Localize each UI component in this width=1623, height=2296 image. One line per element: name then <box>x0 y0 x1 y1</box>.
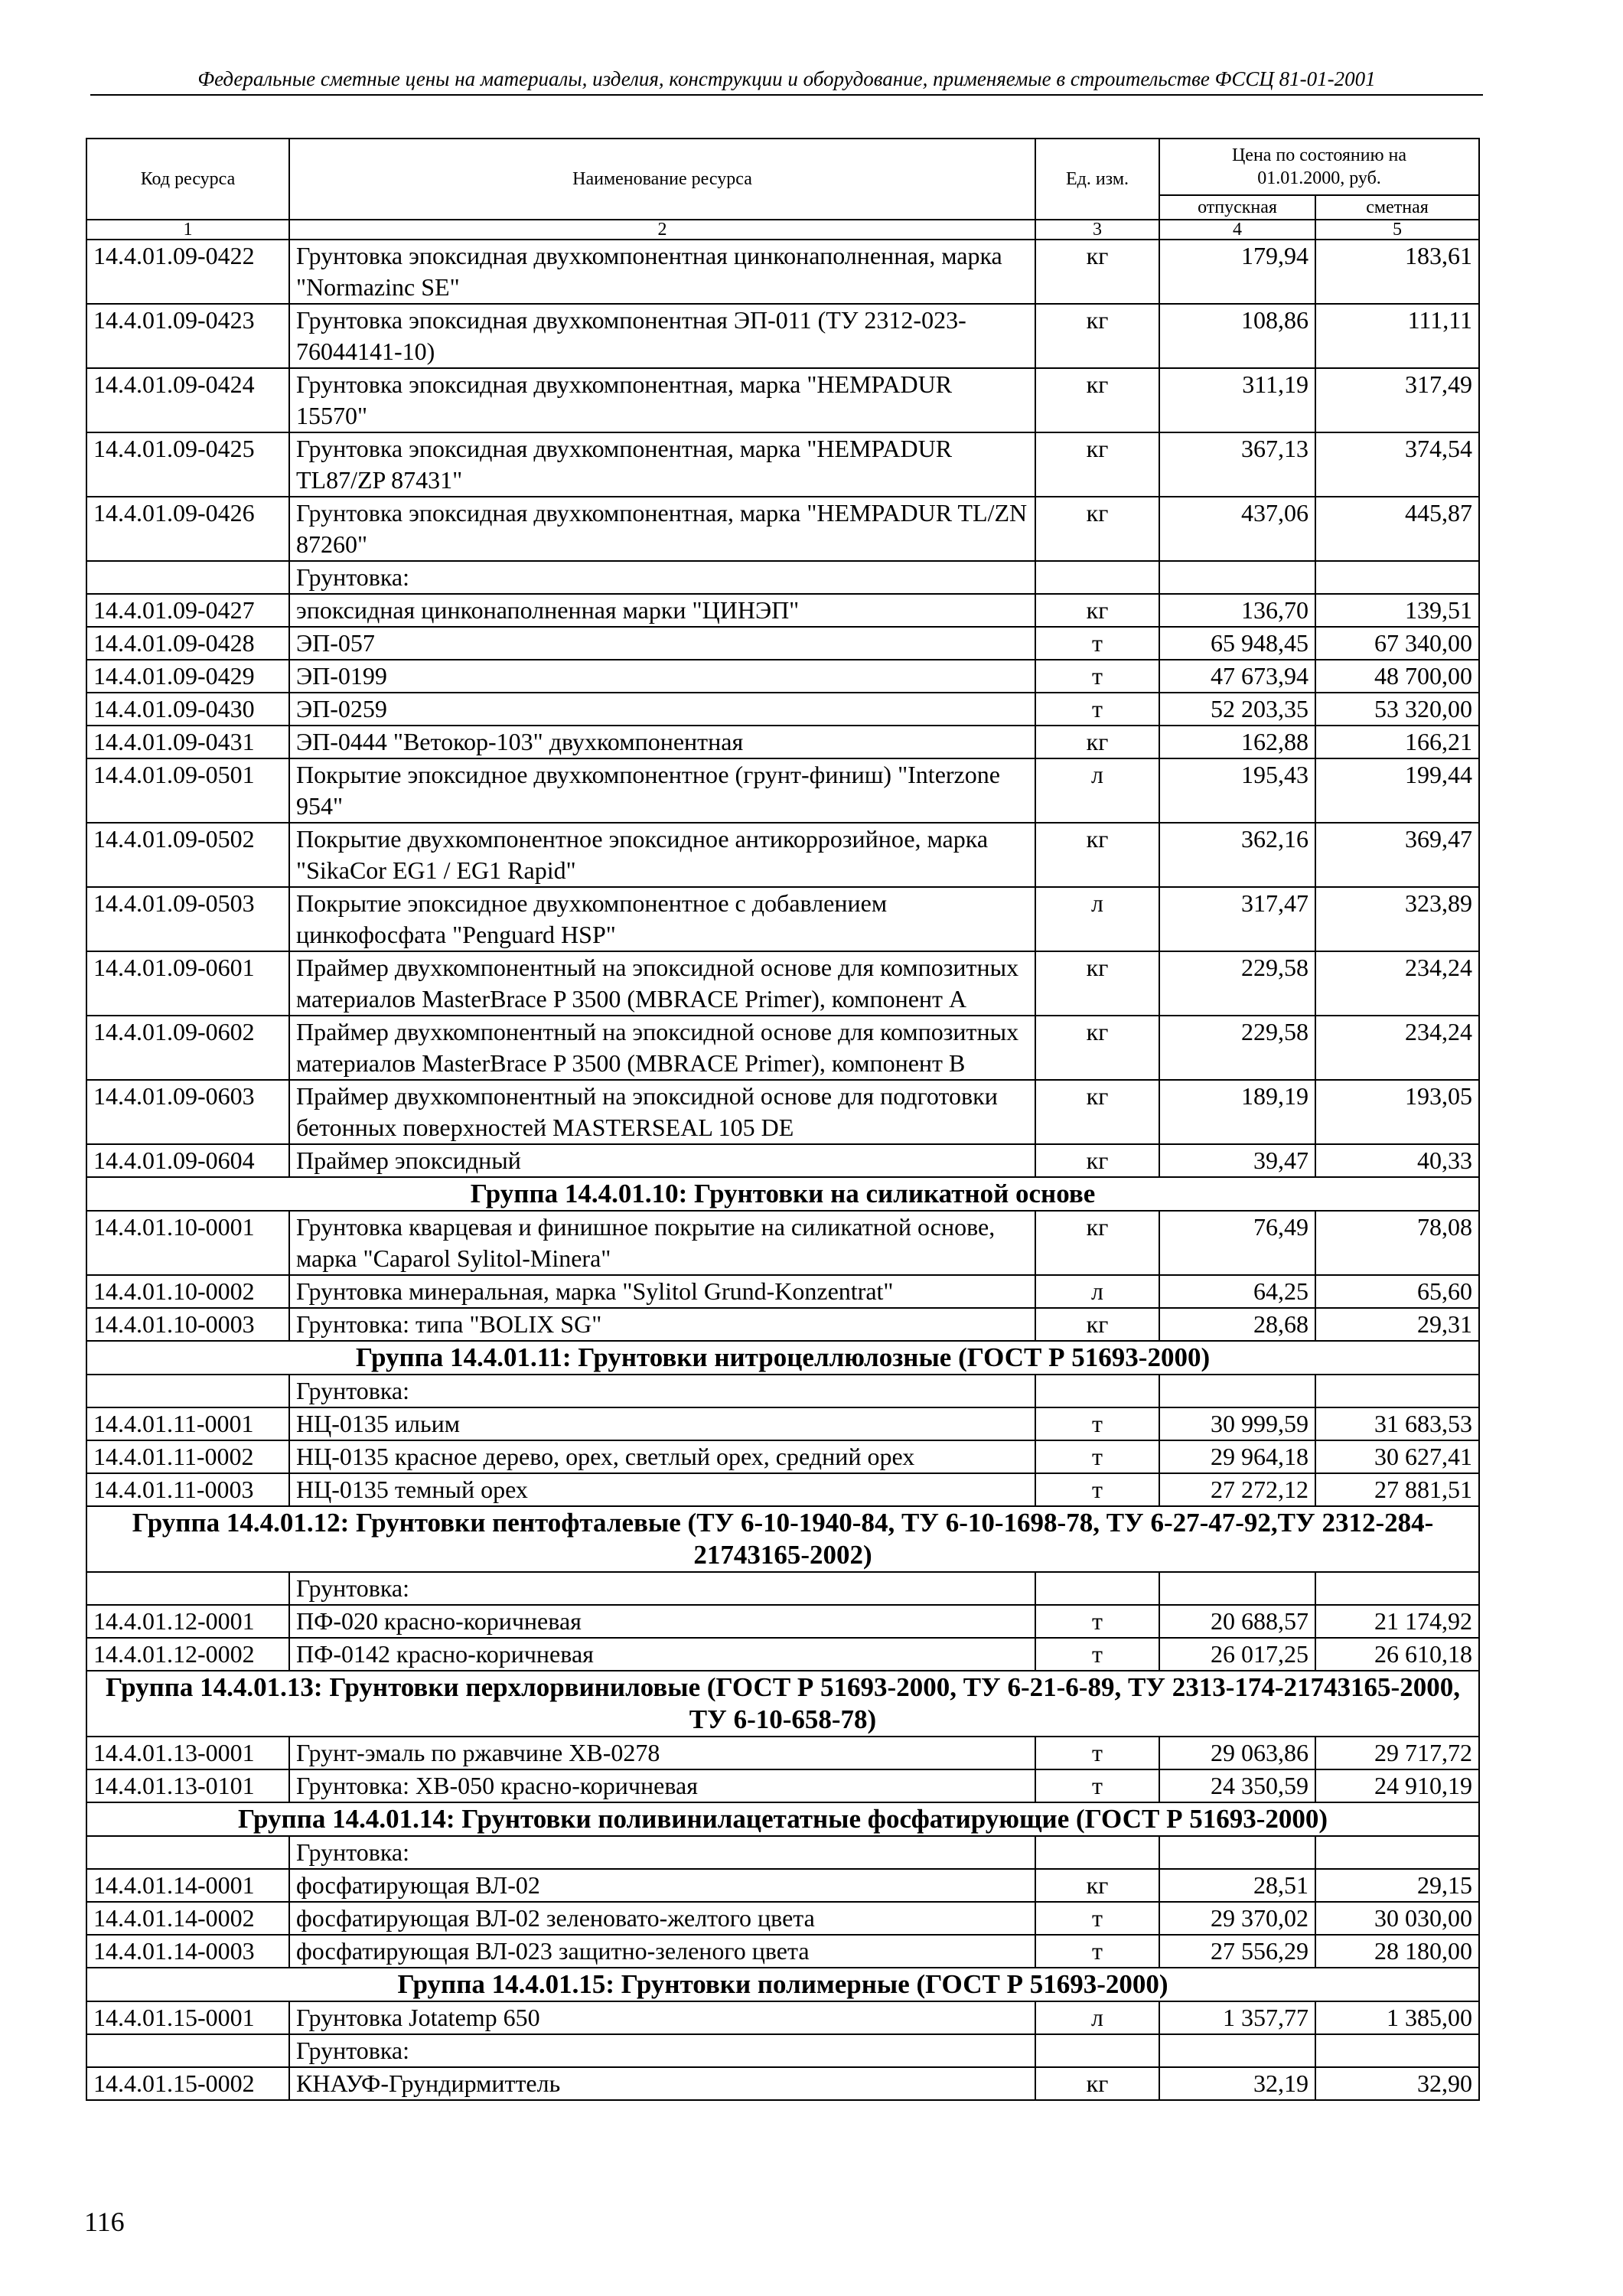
table-row <box>86 660 1479 693</box>
subheading-label: Грунтовка: <box>289 1375 1035 1407</box>
release-price: 29 370,02 <box>1159 1902 1315 1935</box>
table-row <box>86 2001 1479 2034</box>
table-row <box>86 497 1479 561</box>
release-price: 229,58 <box>1159 1016 1315 1080</box>
unit-of-measure: т <box>1035 627 1159 660</box>
unit-of-measure: кг <box>1035 1144 1159 1177</box>
group-row <box>86 1968 1479 2001</box>
release-price: 39,47 <box>1159 1144 1315 1177</box>
release-price-cell <box>1159 561 1315 594</box>
unit-of-measure: кг <box>1035 2067 1159 2100</box>
release-price: 29 063,86 <box>1159 1737 1315 1769</box>
resource-name: Грунтовка минеральная, марка "Sylitol Grund-Konzentrat" <box>289 1275 1035 1308</box>
col-header-price: Цена по состоянию на 01.01.2000, руб. <box>1159 139 1479 195</box>
resource-name: Грунтовка эпоксидная двухкомпонентная цинконаполненная, марка "Normazinc SE" <box>289 240 1035 304</box>
release-price: 195,43 <box>1159 758 1315 823</box>
resource-code: 14.4.01.14-0001 <box>86 1869 289 1902</box>
resource-code: 14.4.01.09-0502 <box>86 823 289 887</box>
table-row <box>86 1902 1479 1935</box>
resource-code: 14.4.01.09-0601 <box>86 951 289 1016</box>
estimate-price-cell <box>1315 1836 1479 1869</box>
release-price-cell <box>1159 2034 1315 2067</box>
release-price: 20 688,57 <box>1159 1605 1315 1638</box>
resource-code: 14.4.01.11-0003 <box>86 1473 289 1506</box>
col-header-name: Наименование ресурса <box>289 139 1035 220</box>
subheading-row <box>86 561 1479 594</box>
group-title: Группа 14.4.01.13: Грунтовки перхлорвиниловые (ГОСТ Р 51693-2000, ТУ 6-21-6-89, ТУ 2313-174-21743165-2000, ТУ 6-10-658-78) <box>86 1671 1479 1737</box>
resource-name: Праймер двухкомпонентный на эпоксидной основе для подготовки бетонных поверхностей MASTERSEAL 105 DE <box>289 1080 1035 1144</box>
release-price: 64,25 <box>1159 1275 1315 1308</box>
resource-code: 14.4.01.13-0001 <box>86 1737 289 1769</box>
estimate-price: 26 610,18 <box>1315 1638 1479 1671</box>
col-header-code: Код ресурса <box>86 139 289 220</box>
table-row <box>86 2067 1479 2100</box>
group-title: Группа 14.4.01.15: Грунтовки полимерные (ГОСТ Р 51693-2000) <box>86 1968 1479 2001</box>
page-number: 116 <box>84 2206 125 2237</box>
resource-code: 14.4.01.09-0427 <box>86 594 289 627</box>
resource-name: ПФ-020 красно-коричневая <box>289 1605 1035 1638</box>
resource-code: 14.4.01.11-0001 <box>86 1407 289 1440</box>
release-price: 229,58 <box>1159 951 1315 1016</box>
resource-name: Покрытие двухкомпонентное эпоксидное антикоррозийное, марка "SikaCor EG1 / EG1 Rapid" <box>289 823 1035 887</box>
resource-name: фосфатирующая ВЛ-023 защитно-зеленого цвета <box>289 1935 1035 1968</box>
release-price: 29 964,18 <box>1159 1440 1315 1473</box>
table-row <box>86 1080 1479 1144</box>
table-row <box>86 1407 1479 1440</box>
release-price-cell <box>1159 1572 1315 1605</box>
unit-of-measure: кг <box>1035 240 1159 304</box>
subheading-label: Грунтовка: <box>289 1572 1035 1605</box>
estimate-price: 78,08 <box>1315 1211 1479 1275</box>
table-row <box>86 368 1479 432</box>
resource-name: КНАУФ-Грундирмиттель <box>289 2067 1035 2100</box>
resource-name: Грунтовка: ХВ-050 красно-коричневая <box>289 1769 1035 1802</box>
unit-of-measure: кг <box>1035 1016 1159 1080</box>
group-title: Группа 14.4.01.14: Грунтовки поливинилацетатные фосфатирующие (ГОСТ Р 51693-2000) <box>86 1802 1479 1836</box>
resource-name: Покрытие эпоксидное двухкомпонентное с добавлением цинкофосфата "Penguard HSP" <box>289 887 1035 951</box>
unit-of-measure: т <box>1035 1737 1159 1769</box>
table-row <box>86 1605 1479 1638</box>
estimate-price: 30 030,00 <box>1315 1902 1479 1935</box>
code-cell <box>86 1572 289 1605</box>
resource-name: Праймер эпоксидный <box>289 1144 1035 1177</box>
resource-code: 14.4.01.09-0422 <box>86 240 289 304</box>
release-price: 108,86 <box>1159 304 1315 368</box>
resource-name: НЦ-0135 красное дерево, орех, светлый орех, средний орех <box>289 1440 1035 1473</box>
estimate-price: 29,31 <box>1315 1308 1479 1341</box>
resource-code: 14.4.01.09-0424 <box>86 368 289 432</box>
unit-of-measure: т <box>1035 1407 1159 1440</box>
table-row <box>86 1869 1479 1902</box>
unit-of-measure: т <box>1035 1902 1159 1935</box>
estimate-price-cell <box>1315 561 1479 594</box>
unit-of-measure: т <box>1035 1440 1159 1473</box>
resource-name: Грунт-эмаль по ржавчине ХВ-0278 <box>289 1737 1035 1769</box>
release-price-cell <box>1159 1375 1315 1407</box>
table-row <box>86 1275 1479 1308</box>
resource-code: 14.4.01.14-0002 <box>86 1902 289 1935</box>
estimate-price: 374,54 <box>1315 432 1479 497</box>
page-header: Федеральные сметные цены на материалы, изделия, конструкции и оборудование, применяемые в строительстве ФССЦ 81-01-2001 <box>90 67 1483 96</box>
resource-code: 14.4.01.09-0426 <box>86 497 289 561</box>
resource-name: фосфатирующая ВЛ-02 зеленовато-желтого цвета <box>289 1902 1035 1935</box>
estimate-price: 323,89 <box>1315 887 1479 951</box>
subheading-label: Грунтовка: <box>289 2034 1035 2067</box>
release-price: 27 272,12 <box>1159 1473 1315 1506</box>
unit-cell <box>1035 1375 1159 1407</box>
table-row <box>86 304 1479 368</box>
release-price: 65 948,45 <box>1159 627 1315 660</box>
estimate-price: 65,60 <box>1315 1275 1479 1308</box>
unit-of-measure: л <box>1035 887 1159 951</box>
release-price: 26 017,25 <box>1159 1638 1315 1671</box>
estimate-price: 369,47 <box>1315 823 1479 887</box>
unit-of-measure: кг <box>1035 594 1159 627</box>
estimate-price-cell <box>1315 1572 1479 1605</box>
unit-of-measure: л <box>1035 2001 1159 2034</box>
estimate-price: 28 180,00 <box>1315 1935 1479 1968</box>
estimate-price: 21 174,92 <box>1315 1605 1479 1638</box>
table-row <box>86 627 1479 660</box>
price-table <box>86 138 1480 2101</box>
resource-code: 14.4.01.15-0001 <box>86 2001 289 2034</box>
unit-of-measure: кг <box>1035 1869 1159 1902</box>
code-cell <box>86 561 289 594</box>
table-row <box>86 887 1479 951</box>
release-price: 24 350,59 <box>1159 1769 1315 1802</box>
subheading-row <box>86 2034 1479 2067</box>
estimate-price: 445,87 <box>1315 497 1479 561</box>
estimate-price: 234,24 <box>1315 951 1479 1016</box>
estimate-price: 53 320,00 <box>1315 693 1479 726</box>
group-row <box>86 1802 1479 1836</box>
resource-code: 14.4.01.09-0602 <box>86 1016 289 1080</box>
release-price-cell <box>1159 1836 1315 1869</box>
table-row <box>86 823 1479 887</box>
resource-name: фосфатирующая ВЛ-02 <box>289 1869 1035 1902</box>
resource-code: 14.4.01.10-0001 <box>86 1211 289 1275</box>
estimate-price: 31 683,53 <box>1315 1407 1479 1440</box>
resource-name: НЦ-0135 ильим <box>289 1407 1035 1440</box>
resource-code: 14.4.01.09-0603 <box>86 1080 289 1144</box>
unit-cell <box>1035 561 1159 594</box>
unit-cell <box>1035 2034 1159 2067</box>
resource-code: 14.4.01.09-0430 <box>86 693 289 726</box>
resource-code: 14.4.01.09-0431 <box>86 726 289 758</box>
table-body <box>86 240 1479 2100</box>
resource-name: Грунтовка Jotatemp 650 <box>289 2001 1035 2034</box>
col-header-unit: Ед. изм. <box>1035 139 1159 220</box>
resource-name: эпоксидная цинконаполненная марки "ЦИНЭП" <box>289 594 1035 627</box>
resource-name: ЭП-0259 <box>289 693 1035 726</box>
unit-of-measure: кг <box>1035 823 1159 887</box>
unit-of-measure: т <box>1035 1605 1159 1638</box>
estimate-price-cell <box>1315 1375 1479 1407</box>
subheading-row <box>86 1375 1479 1407</box>
unit-cell <box>1035 1572 1159 1605</box>
subheading-row <box>86 1836 1479 1869</box>
resource-code: 14.4.01.09-0423 <box>86 304 289 368</box>
table-row <box>86 1737 1479 1769</box>
table-row <box>86 1016 1479 1080</box>
resource-code: 14.4.01.14-0003 <box>86 1935 289 1968</box>
release-price: 30 999,59 <box>1159 1407 1315 1440</box>
table-row <box>86 1638 1479 1671</box>
release-price: 76,49 <box>1159 1211 1315 1275</box>
resource-name: Праймер двухкомпонентный на эпоксидной основе для композитных материалов MasterBrace P 3500 (MBRACE Primer), компонент A <box>289 951 1035 1016</box>
estimate-price: 166,21 <box>1315 726 1479 758</box>
resource-name: ЭП-0199 <box>289 660 1035 693</box>
unit-of-measure: кг <box>1035 1080 1159 1144</box>
estimate-price: 32,90 <box>1315 2067 1479 2100</box>
group-row <box>86 1671 1479 1737</box>
estimate-price: 67 340,00 <box>1315 627 1479 660</box>
resource-code: 14.4.01.11-0002 <box>86 1440 289 1473</box>
release-price: 189,19 <box>1159 1080 1315 1144</box>
resource-code: 14.4.01.09-0425 <box>86 432 289 497</box>
estimate-price: 27 881,51 <box>1315 1473 1479 1506</box>
resource-name: Праймер двухкомпонентный на эпоксидной основе для композитных материалов MasterBrace P 3500 (MBRACE Primer), компонент B <box>289 1016 1035 1080</box>
group-title: Группа 14.4.01.11: Грунтовки нитроцеллюлозные (ГОСТ Р 51693-2000) <box>86 1341 1479 1375</box>
release-price: 136,70 <box>1159 594 1315 627</box>
subheading-row <box>86 1572 1479 1605</box>
col-header-estimate: сметная <box>1315 195 1479 220</box>
table-row <box>86 1308 1479 1341</box>
unit-of-measure: л <box>1035 1275 1159 1308</box>
colnum: 2 <box>289 220 1035 240</box>
release-price: 362,16 <box>1159 823 1315 887</box>
estimate-price: 29 717,72 <box>1315 1737 1479 1769</box>
group-row <box>86 1341 1479 1375</box>
subheading-label: Грунтовка: <box>289 1836 1035 1869</box>
table-row <box>86 1935 1479 1968</box>
estimate-price: 48 700,00 <box>1315 660 1479 693</box>
release-price: 47 673,94 <box>1159 660 1315 693</box>
resource-name: ПФ-0142 красно-коричневая <box>289 1638 1035 1671</box>
estimate-price: 317,49 <box>1315 368 1479 432</box>
unit-of-measure: кг <box>1035 726 1159 758</box>
resource-code: 14.4.01.09-0501 <box>86 758 289 823</box>
resource-code: 14.4.01.10-0002 <box>86 1275 289 1308</box>
subheading-label: Грунтовка: <box>289 561 1035 594</box>
code-cell <box>86 1375 289 1407</box>
table-row <box>86 693 1479 726</box>
group-title: Группа 14.4.01.10: Грунтовки на силикатной основе <box>86 1177 1479 1211</box>
release-price: 179,94 <box>1159 240 1315 304</box>
resource-code: 14.4.01.12-0001 <box>86 1605 289 1638</box>
resource-name: ЭП-0444 "Ветокор-103" двухкомпонентная <box>289 726 1035 758</box>
col-header-release: отпускная <box>1159 195 1315 220</box>
release-price: 1 357,77 <box>1159 2001 1315 2034</box>
unit-of-measure: кг <box>1035 951 1159 1016</box>
group-row <box>86 1506 1479 1572</box>
estimate-price: 30 627,41 <box>1315 1440 1479 1473</box>
resource-name: Грунтовка эпоксидная двухкомпонентная, марка "HEMPADUR TL/ZN 87260" <box>289 497 1035 561</box>
release-price: 311,19 <box>1159 368 1315 432</box>
colnum: 4 <box>1159 220 1315 240</box>
estimate-price: 29,15 <box>1315 1869 1479 1902</box>
group-title: Группа 14.4.01.12: Грунтовки пентофталевые (ТУ 6-10-1940-84, ТУ 6-10-1698-78, ТУ 6-27-47-92,ТУ 2312-284-21743165-2002) <box>86 1506 1479 1572</box>
release-price: 162,88 <box>1159 726 1315 758</box>
table-row <box>86 1440 1479 1473</box>
resource-name: ЭП-057 <box>289 627 1035 660</box>
resource-name: НЦ-0135 темный орех <box>289 1473 1035 1506</box>
estimate-price: 40,33 <box>1315 1144 1479 1177</box>
unit-of-measure: кг <box>1035 304 1159 368</box>
unit-of-measure: т <box>1035 1935 1159 1968</box>
group-row <box>86 1177 1479 1211</box>
unit-of-measure: кг <box>1035 368 1159 432</box>
resource-name: Грунтовка эпоксидная двухкомпонентная, марка "HEMPADUR TL87/ZP 87431" <box>289 432 1035 497</box>
estimate-price: 183,61 <box>1315 240 1479 304</box>
table-row <box>86 1769 1479 1802</box>
table-row <box>86 594 1479 627</box>
table-row <box>86 951 1479 1016</box>
unit-of-measure: т <box>1035 660 1159 693</box>
colnum: 1 <box>86 220 289 240</box>
unit-cell <box>1035 1836 1159 1869</box>
estimate-price: 24 910,19 <box>1315 1769 1479 1802</box>
unit-of-measure: т <box>1035 1473 1159 1506</box>
release-price: 28,68 <box>1159 1308 1315 1341</box>
resource-name: Грунтовка: типа "BOLIX SG" <box>289 1308 1035 1341</box>
resource-code: 14.4.01.15-0002 <box>86 2067 289 2100</box>
table-row <box>86 726 1479 758</box>
colnum: 5 <box>1315 220 1479 240</box>
resource-code: 14.4.01.09-0428 <box>86 627 289 660</box>
estimate-price: 1 385,00 <box>1315 2001 1479 2034</box>
table-row <box>86 432 1479 497</box>
release-price: 28,51 <box>1159 1869 1315 1902</box>
colnum: 3 <box>1035 220 1159 240</box>
unit-of-measure: т <box>1035 1769 1159 1802</box>
resource-name: Покрытие эпоксидное двухкомпонентное (грунт-финиш) "Interzone 954" <box>289 758 1035 823</box>
table-row <box>86 1473 1479 1506</box>
unit-of-measure: кг <box>1035 1211 1159 1275</box>
table-row <box>86 1211 1479 1275</box>
unit-of-measure: л <box>1035 758 1159 823</box>
estimate-price: 234,24 <box>1315 1016 1479 1080</box>
resource-code: 14.4.01.09-0503 <box>86 887 289 951</box>
unit-of-measure: кг <box>1035 497 1159 561</box>
resource-code: 14.4.01.13-0101 <box>86 1769 289 1802</box>
release-price: 367,13 <box>1159 432 1315 497</box>
table-row <box>86 758 1479 823</box>
unit-of-measure: т <box>1035 1638 1159 1671</box>
release-price: 27 556,29 <box>1159 1935 1315 1968</box>
release-price: 52 203,35 <box>1159 693 1315 726</box>
estimate-price: 199,44 <box>1315 758 1479 823</box>
resource-name: Грунтовка эпоксидная двухкомпонентная ЭП-011 (ТУ 2312-023- 76044141-10) <box>289 304 1035 368</box>
resource-name: Грунтовка эпоксидная двухкомпонентная, марка "HEMPADUR 15570" <box>289 368 1035 432</box>
unit-of-measure: кг <box>1035 432 1159 497</box>
resource-code: 14.4.01.10-0003 <box>86 1308 289 1341</box>
release-price: 317,47 <box>1159 887 1315 951</box>
resource-code: 14.4.01.09-0429 <box>86 660 289 693</box>
table-row <box>86 1144 1479 1177</box>
resource-name: Грунтовка кварцевая и финишное покрытие на силикатной основе, марка "Caparol Sylitol-Minera" <box>289 1211 1035 1275</box>
estimate-price-cell <box>1315 2034 1479 2067</box>
resource-code: 14.4.01.12-0002 <box>86 1638 289 1671</box>
unit-of-measure: т <box>1035 693 1159 726</box>
release-price: 32,19 <box>1159 2067 1315 2100</box>
code-cell <box>86 2034 289 2067</box>
table-row <box>86 240 1479 304</box>
unit-of-measure: кг <box>1035 1308 1159 1341</box>
code-cell <box>86 1836 289 1869</box>
estimate-price: 139,51 <box>1315 594 1479 627</box>
estimate-price: 111,11 <box>1315 304 1479 368</box>
release-price: 437,06 <box>1159 497 1315 561</box>
resource-code: 14.4.01.09-0604 <box>86 1144 289 1177</box>
estimate-price: 193,05 <box>1315 1080 1479 1144</box>
